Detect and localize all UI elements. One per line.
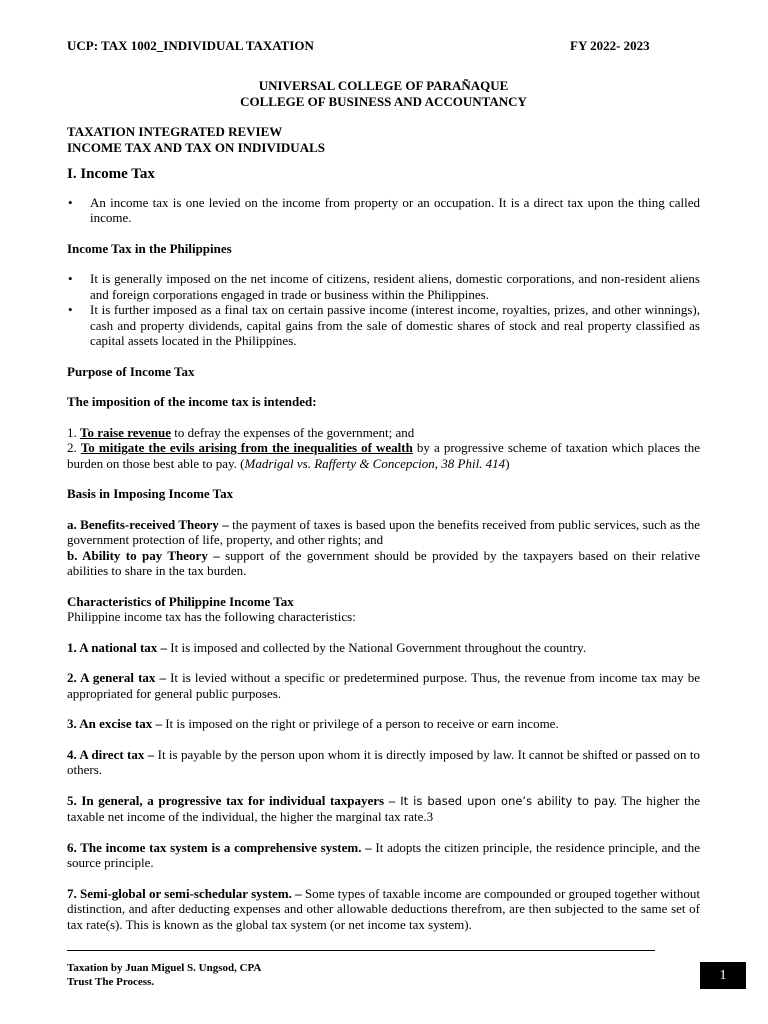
footer-author: Taxation by Juan Miguel S. Ungsod, CPA bbox=[67, 962, 262, 974]
characteristic-4: 4. A direct tax – It is payable by the person upon whom it is directly imposed by law. It cannot be shifted or passed on to others. bbox=[67, 746, 701, 777]
list-item: • It is further imposed as a final tax on certain passive income (interest income, royalties, prizes, and other winnings), cash and property dividends, capital gains from the sale of domestic shares of stock and real property classified as capital assets located in the Philippines. bbox=[67, 302, 700, 349]
purpose-item-2: 2. To mitigate the evils arising from the inequalities of wealth by a progressive scheme of taxation which places the burden on those best able to pay. (Madrigal vs. Rafferty & Concepcion, 38 Phil. 414) bbox=[67, 440, 700, 471]
basis-ability-theory: b. Ability to pay Theory – support of the government should be provided by the taxpayers based on their relative abilities to share in the tax burden. bbox=[67, 547, 701, 578]
footer-divider bbox=[67, 950, 655, 951]
heading-characteristics: Characteristics of Philippine Income Tax bbox=[67, 593, 294, 609]
heading-income-tax-philippines: Income Tax in the Philippines bbox=[67, 240, 232, 256]
list-item: • It is generally imposed on the net income of citizens, resident aliens, domestic corporations, and non-resident aliens and foreign corporations engaged in trade or business within the Philippines. bbox=[67, 271, 700, 302]
review-title: TAXATION INTEGRATED REVIEW bbox=[67, 124, 283, 139]
purpose-intro: The imposition of the income tax is intended: bbox=[67, 394, 317, 409]
section-heading-income-tax: I. Income Tax bbox=[67, 166, 155, 182]
characteristic-3: 3. An excise tax – It is imposed on the right or privilege of a person to receive or earn income. bbox=[67, 716, 559, 731]
footer bbox=[67, 961, 261, 989]
philippines-bullets bbox=[67, 271, 700, 349]
characteristic-1: 1. A national tax – It is imposed and collected by the National Government throughout the country. bbox=[67, 639, 587, 655]
document-body bbox=[67, 78, 700, 932]
header-fiscal-year: FY 2022- 2023 bbox=[570, 38, 650, 53]
footer-motto: Trust The Process. bbox=[67, 976, 155, 988]
college-name: COLLEGE OF BUSINESS AND ACCOUNTANCY bbox=[240, 93, 527, 109]
characteristic-7: 7. Semi-global or semi-schedular system. – Some types of taxable income are compounded or grouped together without distinction, and after deducting expenses and other allowable deductions therefrom, are then subjected to the same set of tax rate(s). This is known as the global tax system (or net income tax system). bbox=[67, 885, 700, 932]
heading-purpose: Purpose of Income Tax bbox=[67, 363, 195, 379]
characteristics-intro: Philippine income tax has the following characteristics: bbox=[67, 609, 356, 624]
header-course: UCP: TAX 1002_INDIVIDUAL TAXATION bbox=[67, 38, 314, 53]
review-subtitle: INCOME TAX AND TAX ON INDIVIDUALS bbox=[67, 139, 325, 155]
school-name: UNIVERSAL COLLEGE OF PARAÑAQUE bbox=[258, 78, 509, 93]
characteristic-5: 5. In general, a progressive tax for individual taxpayers – It is based upon one’s ability to pay. The higher the taxable net income of the individual, the higher the marginal tax rate.3 bbox=[67, 792, 700, 824]
characteristic-2: 2. A general tax – It is levied without a specific or predetermined purpose. Thus, the revenue from income tax may be appropriated for general public purposes. bbox=[67, 670, 700, 701]
page-number: 1 bbox=[700, 962, 746, 989]
income-tax-bullets bbox=[67, 195, 700, 226]
characteristic-6: 6. The income tax system is a comprehensive system. – It adopts the citizen principle, the residence principle, and the source principle. bbox=[67, 839, 700, 870]
purpose-item-1: 1. To raise revenue to defray the expenses of the government; and bbox=[67, 424, 415, 440]
heading-basis: Basis in Imposing Income Tax bbox=[67, 486, 234, 501]
list-item: • An income tax is one levied on the income from property or an occupation. It is a direct tax upon the thing called income. bbox=[67, 195, 700, 226]
basis-benefits-theory: a. Benefits-received Theory – the payment of taxes is based upon the benefits received from public services, such as the government protection of life, property, and other rights; and bbox=[67, 516, 701, 547]
